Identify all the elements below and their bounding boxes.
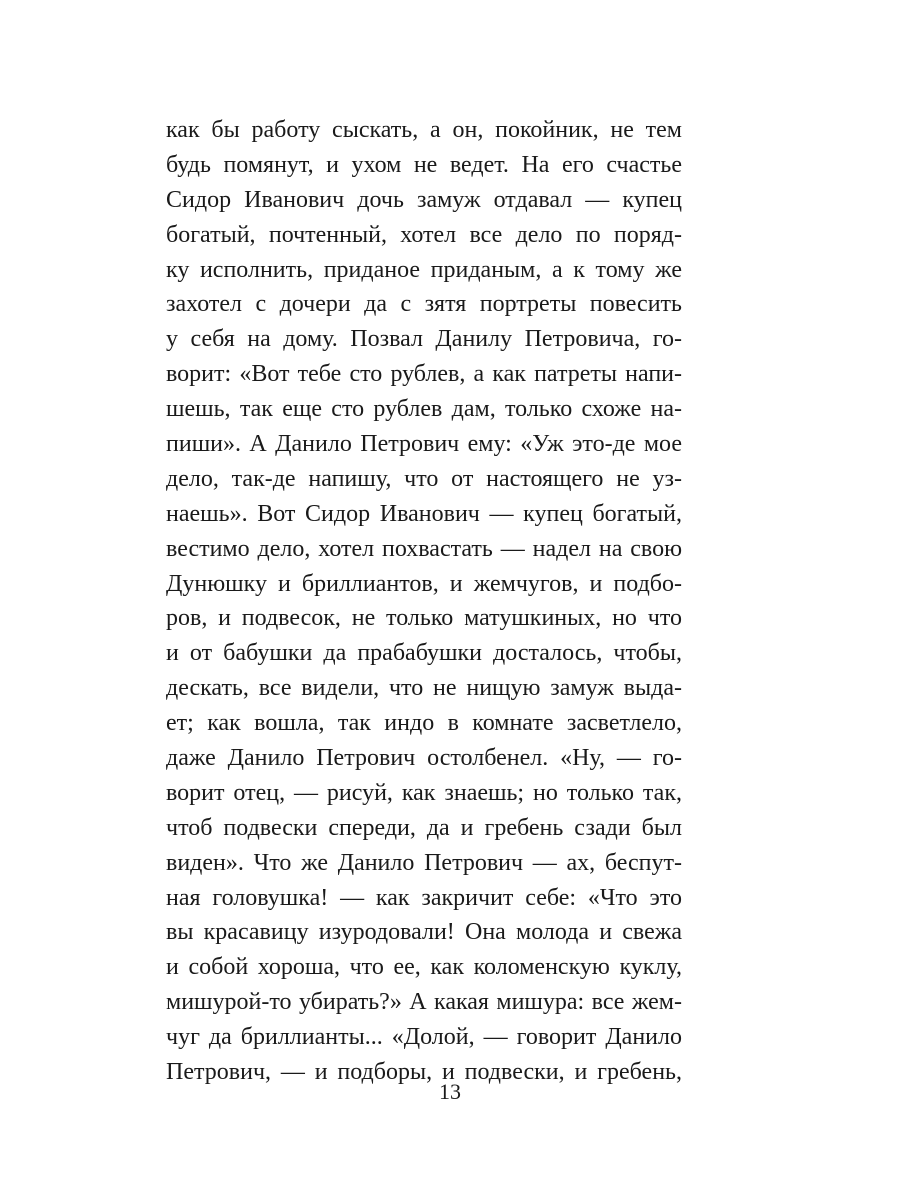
body-text <box>166 113 682 1090</box>
page-number: 13 <box>439 1079 461 1104</box>
text-line: чтоб подвески спереди, да и гребень сзади был <box>166 814 682 841</box>
text-line: даже Данило Петрович остолбенел. «Ну, — го- <box>166 745 682 772</box>
text-line: Дунюшку и бриллиантов, и жемчугов, и подбо- <box>166 570 682 597</box>
text-line: ворит: «Вот тебе сто рублев, а как патреты напи- <box>166 361 682 388</box>
text-line: чуг да бриллианты... «Долой, — говорит Данило <box>166 1024 682 1051</box>
text-line: виден». Что же Данило Петрович — ах, беспут- <box>166 849 682 876</box>
text-line: наешь». Вот Сидор Иванович — купец богатый, <box>166 500 682 527</box>
text-line: ворит отец, — рисуй, как знаешь; но только так, <box>166 779 682 806</box>
text-line: у себя на дому. Позвал Данилу Петровича, го- <box>166 326 682 353</box>
text-line: и собой хороша, что ее, как коломенскую куклу, <box>166 954 682 981</box>
text-line: мишурой-то убирать?» А какая мишура: все жем- <box>166 989 682 1016</box>
text-line: шешь, так еще сто рублев дам, только схоже на- <box>166 396 682 423</box>
text-line: Петрович, — и подборы, и подвески, и гребень, <box>166 1059 682 1086</box>
text-line: дескать, все видели, что не нищую замуж выда- <box>166 675 682 702</box>
text-line: ку исполнить, приданое приданым, а к тому же <box>166 256 682 283</box>
text-line: ет; как вошла, так индо в комнате засветлело, <box>166 710 682 737</box>
text-line: дело, так-де напишу, что от настоящего не уз- <box>166 465 682 492</box>
text-line: захотел с дочери да с зятя портреты повесить <box>166 291 682 318</box>
text-line: богатый, почтенный, хотел все дело по поряд- <box>166 221 682 248</box>
text-line: вы красавицу изуродовали! Она молода и свежа <box>166 919 682 946</box>
text-line: ров, и подвесок, не только матушкиных, но что <box>166 605 682 632</box>
text-line: вестимо дело, хотел похвастать — надел на свою <box>166 535 682 562</box>
text-line: пиши». А Данило Петрович ему: «Уж это-де мое <box>166 431 682 458</box>
text-line: будь помянут, и ухом не ведет. На его счастье <box>166 151 682 178</box>
text-line: Сидор Иванович дочь замуж отдавал — купец <box>166 186 682 213</box>
text-line: и от бабушки да прабабушки досталось, чтобы, <box>166 640 682 667</box>
text-line: как бы работу сыскать, а он, покойник, не тем <box>166 117 682 143</box>
text-line: ная головушка! — как закричит себе: «Что это <box>166 884 682 911</box>
